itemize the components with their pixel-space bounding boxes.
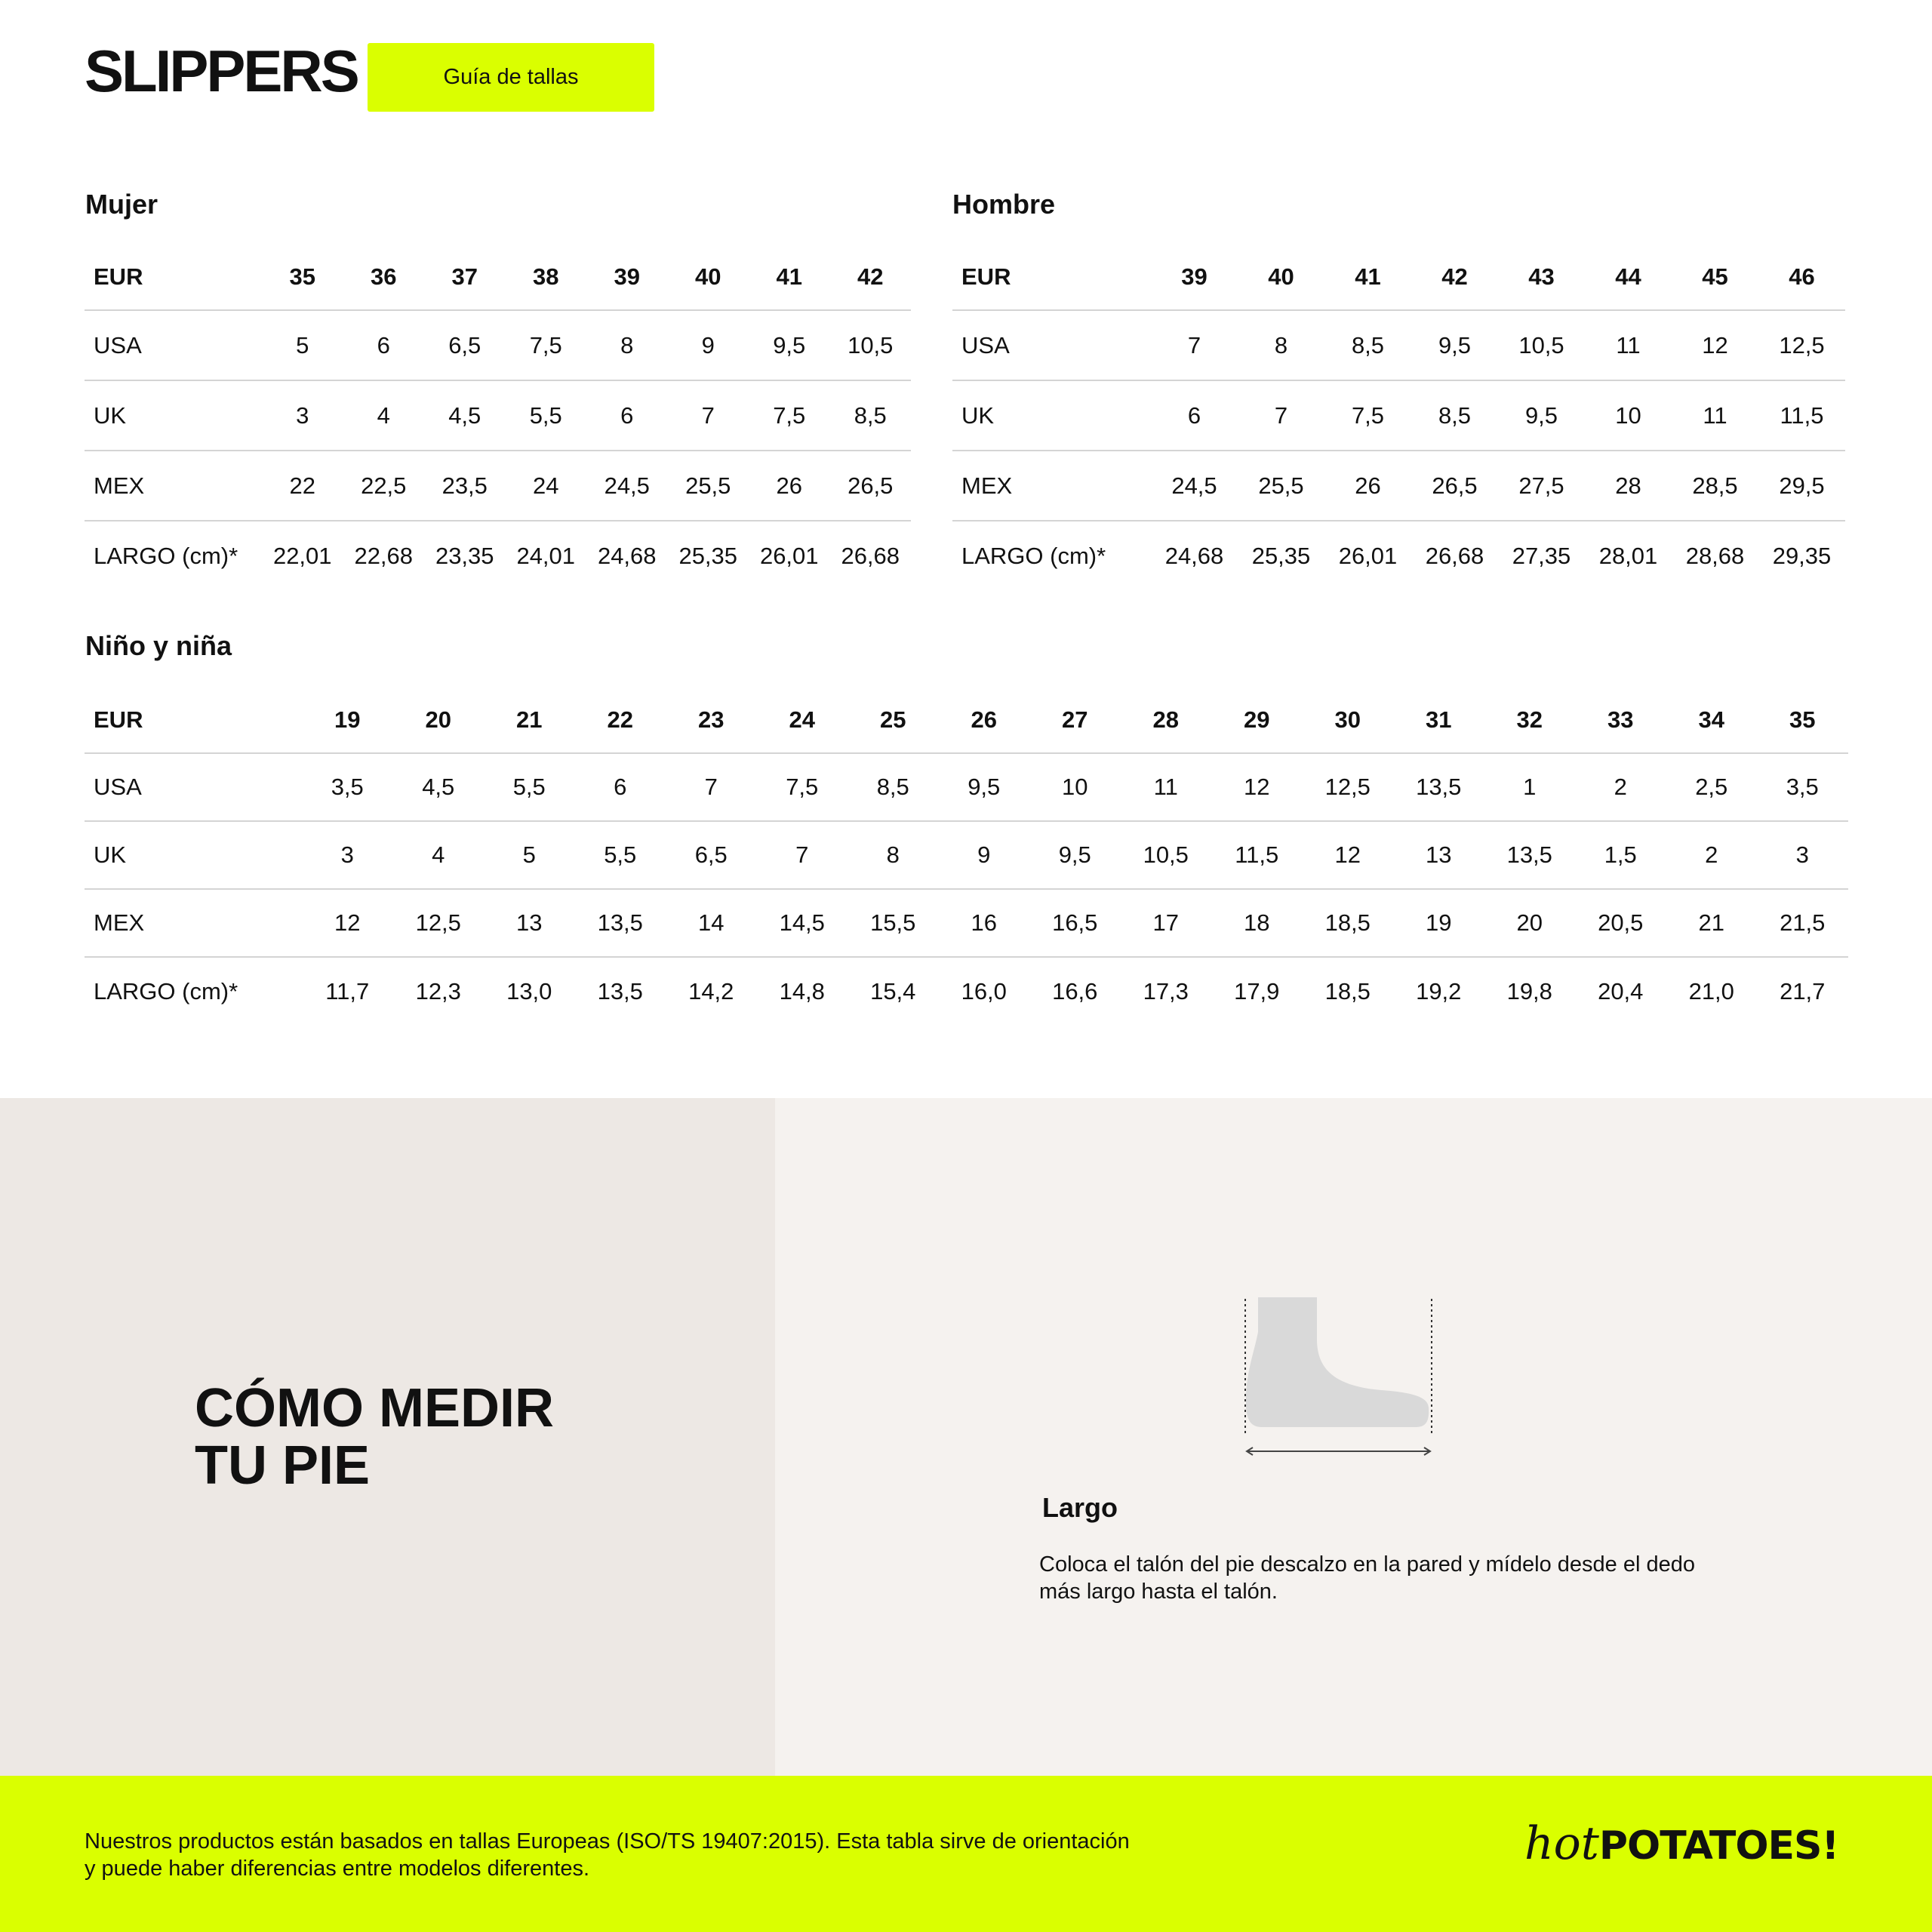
size-cell: 24,01 xyxy=(506,521,587,591)
table-row xyxy=(85,451,911,521)
size-cell: 11,7 xyxy=(302,957,393,1025)
measure-title: CÓMO MEDIR TU PIE xyxy=(195,1378,554,1496)
size-cell: 7 xyxy=(1238,380,1324,451)
size-cell: 25 xyxy=(880,706,906,733)
row-label: LARGO (cm)* xyxy=(85,521,262,591)
table-row xyxy=(952,244,1845,310)
size-cell: 27 xyxy=(1062,706,1088,733)
size-cell: 11 xyxy=(1121,753,1212,821)
row-label: MEX xyxy=(85,889,302,957)
size-cell: 7,5 xyxy=(1324,380,1411,451)
size-cell: 9 xyxy=(939,821,1030,889)
size-cell: 13,5 xyxy=(1484,821,1576,889)
size-cell: 3 xyxy=(302,821,393,889)
size-cell: 12,5 xyxy=(393,889,485,957)
size-cell: 43 xyxy=(1528,263,1555,290)
size-cell: 20 xyxy=(1484,889,1576,957)
size-cell: 7 xyxy=(668,380,749,451)
size-cell: 25,5 xyxy=(668,451,749,521)
size-cell: 12 xyxy=(1211,753,1303,821)
size-cell: 8 xyxy=(1238,310,1324,380)
size-cell: 11 xyxy=(1585,310,1672,380)
size-cell: 35 xyxy=(289,263,315,290)
footer-note: Nuestros productos están basados en tallas Europeas (ISO/TS 19407:2015). Esta tabla sirve de orientación y puede haber diferencias entre modelos diferentes. xyxy=(85,1829,1130,1881)
row-label: EUR xyxy=(94,263,143,290)
size-cell: 3 xyxy=(262,380,343,451)
size-cell: 22 xyxy=(607,706,633,733)
size-cell: 13,5 xyxy=(575,889,666,957)
size-cell: 24 xyxy=(506,451,587,521)
size-cell: 18,5 xyxy=(1303,889,1394,957)
section-title-hombre: Hombre xyxy=(952,189,1056,220)
section-title-mujer: Mujer xyxy=(85,189,158,220)
size-cell: 12 xyxy=(1303,821,1394,889)
size-cell: 24,68 xyxy=(1151,521,1238,591)
size-cell: 14,2 xyxy=(666,957,757,1025)
size-cell: 6 xyxy=(1151,380,1238,451)
size-cell: 29,5 xyxy=(1758,451,1845,521)
size-cell: 12 xyxy=(1672,310,1758,380)
size-cell: 21,5 xyxy=(1757,889,1848,957)
size-cell: 24,5 xyxy=(586,451,668,521)
size-cell: 40 xyxy=(1268,263,1294,290)
size-cell: 24,68 xyxy=(586,521,668,591)
size-table-ninos xyxy=(85,687,1848,1025)
size-cell: 21 xyxy=(1666,889,1758,957)
size-cell: 15,5 xyxy=(848,889,939,957)
size-table-hombre xyxy=(952,244,1845,591)
row-label: USA xyxy=(85,753,302,821)
size-cell: 2,5 xyxy=(1666,753,1758,821)
size-cell: 7 xyxy=(757,821,848,889)
row-label: MEX xyxy=(952,451,1151,521)
size-cell: 42 xyxy=(857,263,884,290)
size-cell: 44 xyxy=(1615,263,1641,290)
table-row xyxy=(85,821,1848,889)
size-cell: 23,35 xyxy=(424,521,506,591)
table-row xyxy=(85,687,1848,753)
size-cell: 18,5 xyxy=(1303,957,1394,1025)
size-cell: 11 xyxy=(1672,380,1758,451)
size-cell: 5 xyxy=(484,821,575,889)
row-label: USA xyxy=(85,310,262,380)
table-row xyxy=(85,310,911,380)
size-cell: 16,6 xyxy=(1029,957,1121,1025)
row-label: LARGO (cm)* xyxy=(85,957,302,1025)
size-cell: 35 xyxy=(1789,706,1816,733)
size-cell: 22,5 xyxy=(343,451,425,521)
size-cell: 7,5 xyxy=(506,310,587,380)
size-cell: 39 xyxy=(1181,263,1208,290)
size-cell: 14 xyxy=(666,889,757,957)
largo-title: Largo xyxy=(1042,1492,1118,1523)
row-label: UK xyxy=(952,380,1151,451)
size-cell: 9,5 xyxy=(1029,821,1121,889)
size-cell: 8,5 xyxy=(1324,310,1411,380)
page-title: SLIPPERS xyxy=(85,38,358,104)
largo-description: Coloca el talón del pie descalzo en la pared y mídelo desde el dedo más largo hasta el talón. xyxy=(1039,1552,1695,1604)
size-cell: 27,35 xyxy=(1498,521,1585,591)
size-cell: 22 xyxy=(262,451,343,521)
size-cell: 13,5 xyxy=(575,957,666,1025)
size-cell: 20 xyxy=(425,706,451,733)
row-label: UK xyxy=(85,821,302,889)
size-cell: 11,5 xyxy=(1211,821,1303,889)
size-cell: 10 xyxy=(1029,753,1121,821)
size-guide-badge: Guía de tallas xyxy=(368,43,654,112)
size-cell: 13,5 xyxy=(1393,753,1484,821)
table-row xyxy=(952,521,1845,591)
table-row xyxy=(85,889,1848,957)
size-cell: 17 xyxy=(1121,889,1212,957)
table-row xyxy=(952,310,1845,380)
size-cell: 8,5 xyxy=(1411,380,1498,451)
size-cell: 9 xyxy=(668,310,749,380)
size-cell: 41 xyxy=(1355,263,1381,290)
size-cell: 9,5 xyxy=(1411,310,1498,380)
section-title-ninos: Niño y niña xyxy=(85,630,232,661)
size-cell: 13,0 xyxy=(484,957,575,1025)
size-cell: 23,5 xyxy=(424,451,506,521)
size-cell: 16,0 xyxy=(939,957,1030,1025)
table-row xyxy=(85,521,911,591)
size-cell: 12,3 xyxy=(393,957,485,1025)
size-cell: 12 xyxy=(302,889,393,957)
size-cell: 28 xyxy=(1152,706,1179,733)
size-cell: 19 xyxy=(1393,889,1484,957)
size-cell: 33 xyxy=(1607,706,1634,733)
size-cell: 6,5 xyxy=(666,821,757,889)
size-cell: 7 xyxy=(1151,310,1238,380)
size-cell: 1 xyxy=(1484,753,1576,821)
size-cell: 6 xyxy=(575,753,666,821)
size-cell: 22,01 xyxy=(262,521,343,591)
size-cell: 3,5 xyxy=(302,753,393,821)
table-row xyxy=(85,957,1848,1025)
size-cell: 24 xyxy=(789,706,815,733)
size-cell: 15,4 xyxy=(848,957,939,1025)
size-cell: 28,01 xyxy=(1585,521,1672,591)
size-cell: 10,5 xyxy=(1498,310,1585,380)
size-cell: 21,7 xyxy=(1757,957,1848,1025)
size-cell: 9,5 xyxy=(939,753,1030,821)
size-cell: 40 xyxy=(695,263,721,290)
size-cell: 5,5 xyxy=(506,380,587,451)
size-cell: 7,5 xyxy=(757,753,848,821)
size-cell: 24,5 xyxy=(1151,451,1238,521)
size-cell: 26,5 xyxy=(830,451,912,521)
row-label: UK xyxy=(85,380,262,451)
size-cell: 26 xyxy=(1324,451,1411,521)
size-cell: 9,5 xyxy=(1498,380,1585,451)
size-cell: 5,5 xyxy=(484,753,575,821)
row-label: EUR xyxy=(94,706,143,733)
size-cell: 8 xyxy=(586,310,668,380)
size-cell: 8 xyxy=(848,821,939,889)
size-cell: 13 xyxy=(1393,821,1484,889)
size-table-mujer xyxy=(85,244,911,591)
size-cell: 8,5 xyxy=(848,753,939,821)
size-cell: 12,5 xyxy=(1303,753,1394,821)
size-cell: 10 xyxy=(1585,380,1672,451)
size-cell: 3 xyxy=(1757,821,1848,889)
size-cell: 19 xyxy=(334,706,361,733)
size-cell: 42 xyxy=(1441,263,1468,290)
size-cell: 45 xyxy=(1702,263,1728,290)
row-label: MEX xyxy=(85,451,262,521)
size-cell: 7 xyxy=(666,753,757,821)
size-cell: 20,4 xyxy=(1575,957,1666,1025)
size-cell: 16,5 xyxy=(1029,889,1121,957)
size-cell: 2 xyxy=(1666,821,1758,889)
size-cell: 26 xyxy=(749,451,830,521)
size-cell: 12,5 xyxy=(1758,310,1845,380)
size-cell: 21,0 xyxy=(1666,957,1758,1025)
size-cell: 5,5 xyxy=(575,821,666,889)
table-row xyxy=(952,451,1845,521)
size-cell: 1,5 xyxy=(1575,821,1666,889)
size-cell: 16 xyxy=(939,889,1030,957)
table-row xyxy=(85,244,911,310)
size-cell: 11,5 xyxy=(1758,380,1845,451)
size-cell: 19,2 xyxy=(1393,957,1484,1025)
size-cell: 31 xyxy=(1426,706,1452,733)
size-cell: 39 xyxy=(614,263,640,290)
size-cell: 4,5 xyxy=(393,753,485,821)
table-row xyxy=(85,753,1848,821)
hot-potatoes-logo: hot POTATOES! xyxy=(1524,1817,1839,1870)
size-cell: 22,68 xyxy=(343,521,425,591)
size-cell: 10,5 xyxy=(830,310,912,380)
size-cell: 25,35 xyxy=(668,521,749,591)
size-cell: 3,5 xyxy=(1757,753,1848,821)
row-label: EUR xyxy=(961,263,1011,290)
size-cell: 23 xyxy=(698,706,724,733)
size-cell: 36 xyxy=(371,263,397,290)
size-cell: 29,35 xyxy=(1758,521,1845,591)
size-cell: 34 xyxy=(1698,706,1724,733)
size-cell: 19,8 xyxy=(1484,957,1576,1025)
size-cell: 2 xyxy=(1575,753,1666,821)
size-cell: 26,5 xyxy=(1411,451,1498,521)
size-cell: 25,35 xyxy=(1238,521,1324,591)
size-cell: 37 xyxy=(451,263,478,290)
size-cell: 4,5 xyxy=(424,380,506,451)
size-cell: 10,5 xyxy=(1121,821,1212,889)
size-cell: 26,68 xyxy=(830,521,912,591)
size-cell: 28,68 xyxy=(1672,521,1758,591)
table-row xyxy=(85,380,911,451)
size-cell: 26,68 xyxy=(1411,521,1498,591)
size-cell: 14,5 xyxy=(757,889,848,957)
size-cell: 38 xyxy=(533,263,559,290)
size-cell: 28 xyxy=(1585,451,1672,521)
size-cell: 14,8 xyxy=(757,957,848,1025)
size-cell: 8,5 xyxy=(830,380,912,451)
size-cell: 32 xyxy=(1516,706,1543,733)
row-label: USA xyxy=(952,310,1151,380)
size-cell: 7,5 xyxy=(749,380,830,451)
size-cell: 4 xyxy=(343,380,425,451)
size-cell: 30 xyxy=(1334,706,1361,733)
size-cell: 21 xyxy=(516,706,543,733)
size-cell: 6 xyxy=(343,310,425,380)
size-cell: 41 xyxy=(776,263,802,290)
size-cell: 26,01 xyxy=(749,521,830,591)
table-row xyxy=(952,380,1845,451)
size-cell: 13 xyxy=(484,889,575,957)
size-cell: 29 xyxy=(1244,706,1270,733)
size-cell: 27,5 xyxy=(1498,451,1585,521)
size-cell: 28,5 xyxy=(1672,451,1758,521)
size-cell: 46 xyxy=(1789,263,1815,290)
size-cell: 26,01 xyxy=(1324,521,1411,591)
row-label: LARGO (cm)* xyxy=(952,521,1151,591)
size-cell: 18 xyxy=(1211,889,1303,957)
size-cell: 6 xyxy=(586,380,668,451)
size-cell: 9,5 xyxy=(749,310,830,380)
size-cell: 20,5 xyxy=(1575,889,1666,957)
size-cell: 26 xyxy=(971,706,997,733)
size-cell: 17,3 xyxy=(1121,957,1212,1025)
size-cell: 6,5 xyxy=(424,310,506,380)
size-cell: 4 xyxy=(393,821,485,889)
size-cell: 17,9 xyxy=(1211,957,1303,1025)
size-cell: 5 xyxy=(262,310,343,380)
foot-length-icon xyxy=(1238,1294,1434,1460)
size-cell: 25,5 xyxy=(1238,451,1324,521)
